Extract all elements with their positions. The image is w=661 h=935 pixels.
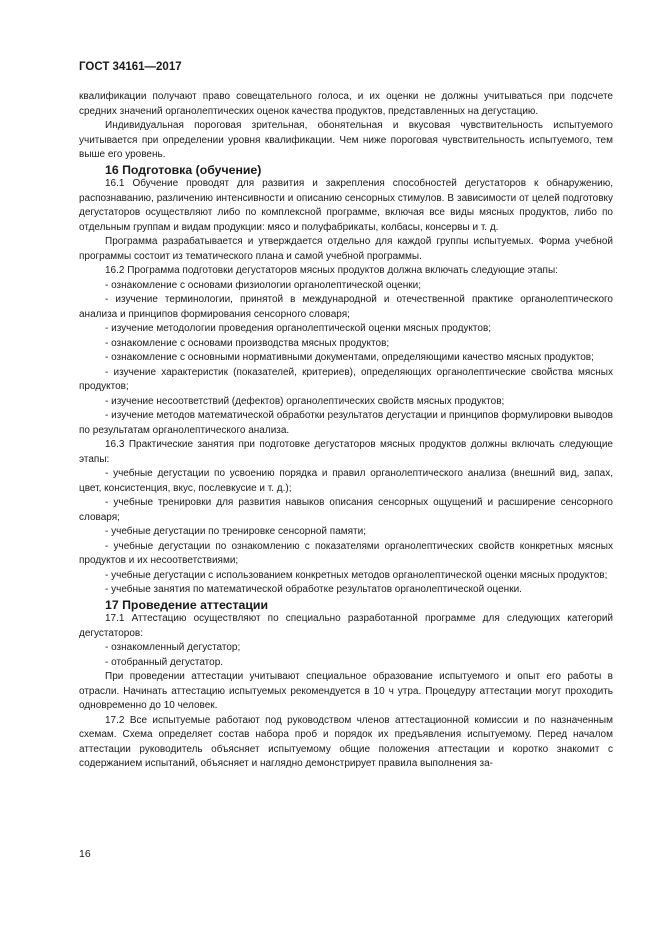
section-17-heading: 17 Проведение аттестации (105, 597, 269, 612)
list-item: - изучение несоответствий (дефектов) органолептических свойств мясных продуктов; (105, 395, 505, 407)
list-item: - учебные дегустации по тренировке сенсорной памяти; (105, 526, 366, 537)
document-body (79, 90, 613, 772)
page-number: 16 (79, 848, 91, 860)
intro-paragraph: Индивидуальная пороговая зрительная, обонятельная и вкусовая чувствительность испытуемого учитывается при определении уровня квалификации. Чем ниже пороговая чувствительность испытуемого, тем выше его уровень. (79, 120, 613, 160)
list-item: - изучение терминологии, принятой в международной и отечественной практике органолептического анализа и принципов формирования сенсорного словаря; (79, 294, 613, 320)
list-item: - изучение методологии проведения органолептической оценки мясных продуктов; (105, 323, 492, 334)
clause-16-3: 16.3 Практические занятия при подготовке дегустаторов мясных продуктов должны включать следующие этапы: (79, 439, 613, 465)
list-item: - ознакомленный дегустатор; (105, 642, 241, 653)
list-item: - ознакомление с основами физиологии органолептической оценки; (105, 279, 421, 291)
list-item: - учебные тренировки для развития навыков описания сенсорных ощущений и расширение сенсорного словаря; (79, 497, 613, 523)
clause-17-2: 17.2 Все испытуемые работают под руководством членов аттестационной комиссии и по назначенным схемам. Схема определяет состав набора проб и порядок их предъявления испытуемому. Перед началом аттестации руководитель объясняет испытуемому общие положения аттестации и коротко знакомит с содержанием испытаний, объясняет и наглядно демонстрирует правила выполнения за- (79, 714, 613, 769)
list-item: - ознакомление с основными нормативными документами, определяющими качество мясных продуктов; (105, 352, 594, 363)
clause-17-1: 17.1 Аттестацию осуществляют по специально разработанной программе для следующих категорий дегустаторов: (79, 613, 613, 639)
list-item: - изучение методов математической обработки результатов дегустации и принципов формулировки выводов по результатам органолептического анализа. (79, 410, 613, 436)
section-16-heading: 16 Подготовка (обучение) (105, 162, 262, 177)
list-item: - учебные дегустации с использованием конкретных методов органолептической оценки мясных продуктов; (105, 569, 608, 581)
list-item: - учебные дегустации по ознакомлению с показателями органолептических свойств конкретных мясных продуктов и их несоответствиями; (79, 540, 613, 566)
document-header: ГОСТ 34161—2017 (79, 61, 182, 73)
clause-16-2: 16.2 Программа подготовки дегустаторов мясных продуктов должна включать следующие этапы: (105, 265, 558, 276)
list-item: - учебные занятия по математической обработке результатов органолептической оценки. (105, 584, 522, 595)
clause-16-1: 16.1 Обучение проводят для развития и закрепления способностей дегустаторов к обнаружению, распознаванию, различению интенсивности и описанию сенсорных стимулов. В зависимости от целей подготовку дегустаторов осуществляют либо по комплексной программе, включая все виды мясных продуктов, либо по отдельным группам и видам продукции: мясо и полуфабрикаты, колбасы, консервы и т. д. (79, 178, 613, 233)
intro-paragraph-continued: квалификации получают право совещательного голоса, и их оценки не должны учитываться при подсчете средних значений органолептических оценок качества продуктов, представленных на дегустацию. (79, 91, 613, 117)
list-item: - учебные дегустации по усвоению порядка и правил органолептического анализа (внешний вид, запах, цвет, консистенция, вкус, послевкусие и т. д.); (79, 468, 613, 494)
program-paragraph: Программа разрабатывается и утверждается отдельно для каждой группы испытуемых. Форма учебной программы состоит из тематического плана и самой учебной программы. (79, 236, 613, 262)
list-item: - ознакомление с основами производства мясных продуктов; (105, 337, 390, 349)
list-item: - отобранный дегустатор. (105, 656, 224, 668)
list-item: - изучение характеристик (показателей, критериев), определяющих органолептические свойства мясных продуктов; (79, 366, 613, 392)
attestation-paragraph: При проведении аттестации учитывают специальное образование испытуемого и опыт его работы в отрасли. Начинать аттестацию испытуемых рекомендуется в 10 ч утра. Процедуру аттестации могут проходить одновременно до 10 человек. (79, 671, 613, 711)
